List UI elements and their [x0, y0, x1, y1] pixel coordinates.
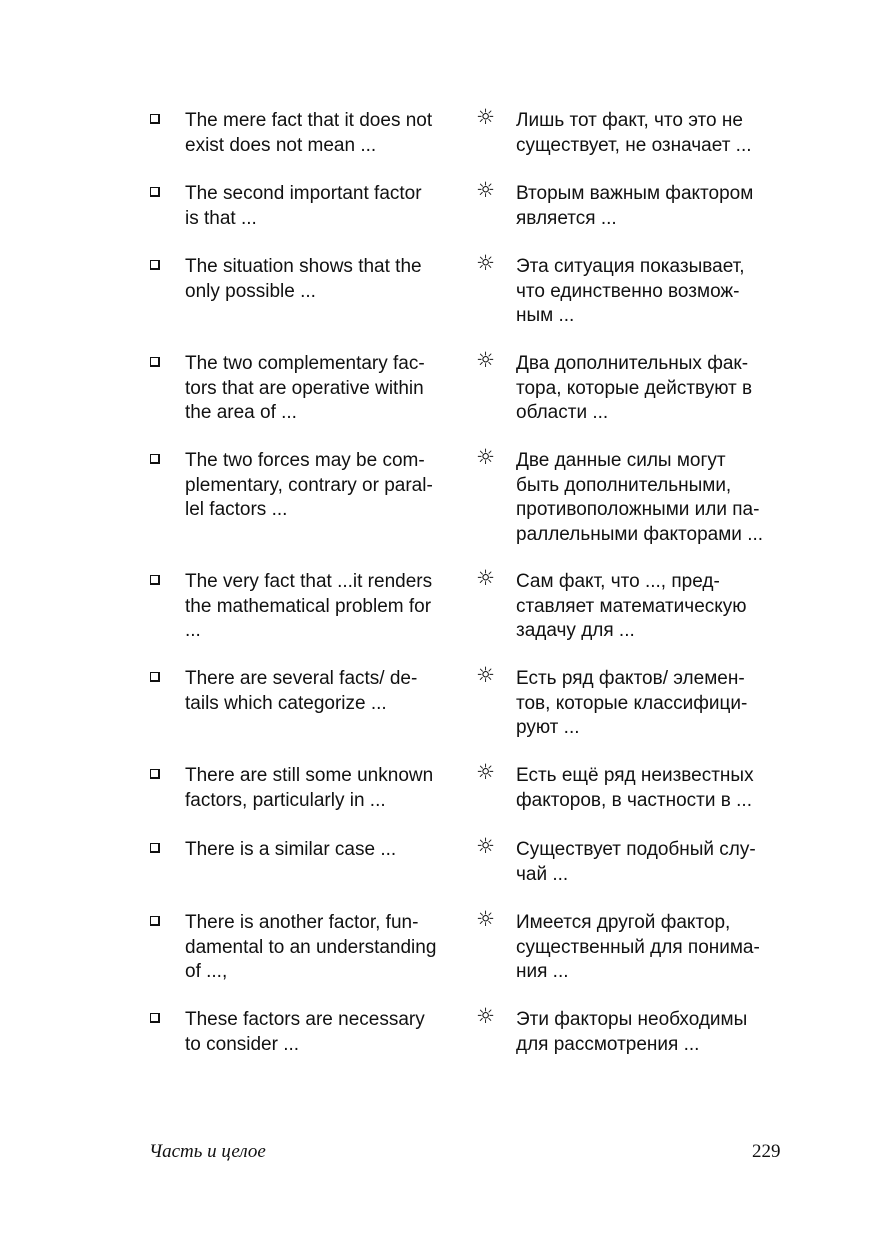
english-phrase-line: The two complementary fac-	[185, 353, 425, 374]
russian-phrase-line: Есть ещё ряд неизвестных	[516, 765, 754, 786]
running-footer-title: Часть и целое	[149, 1141, 266, 1162]
checkbox-square-icon	[150, 769, 160, 779]
english-phrase-line: lel factors ...	[185, 499, 288, 520]
english-phrase	[185, 911, 470, 985]
russian-phrase-line: тов, которые классифици-	[516, 692, 748, 714]
sun-star-icon: ☼	[476, 1004, 495, 1028]
english-phrase-line: the area of ...	[185, 402, 297, 423]
russian-phrase	[516, 109, 792, 158]
english-phrase-line: exist does not mean ...	[185, 134, 377, 156]
russian-phrase-line: противоположными или па-	[516, 499, 760, 520]
sun-star-icon: ☼	[476, 105, 495, 129]
english-phrase	[185, 667, 470, 716]
russian-phrase-line: чай ...	[516, 863, 569, 885]
sun-star-icon: ☼	[476, 251, 495, 275]
russian-phrase-line: Сам факт, что ..., пред-	[516, 571, 720, 592]
english-phrase-line: The mere fact that it does not	[185, 110, 433, 131]
english-phrase-line: the mathematical problem for	[185, 595, 432, 617]
russian-phrase	[516, 838, 792, 887]
russian-phrase	[516, 255, 792, 329]
sun-star-icon: ☼	[476, 834, 495, 858]
russian-phrase-line: существенный для понима-	[516, 936, 760, 958]
russian-phrase-line: тора, которые действуют в	[516, 377, 753, 399]
russian-phrase-line: Эта ситуация показывает,	[516, 256, 745, 277]
sun-star-icon: ☼	[476, 663, 495, 687]
english-phrase-line: to consider ...	[185, 1033, 300, 1055]
english-phrase-line: The two forces may be com-	[185, 450, 425, 471]
sun-star-icon: ☼	[476, 178, 495, 202]
sun-star-icon: ☼	[476, 760, 495, 784]
russian-phrase	[516, 570, 792, 644]
english-phrase	[185, 109, 470, 158]
english-phrase	[185, 255, 470, 304]
checkbox-square-icon	[150, 575, 160, 585]
checkbox-square-icon	[150, 357, 160, 367]
russian-phrase-line: раллельными факторами ...	[516, 523, 764, 545]
checkbox-square-icon	[150, 187, 160, 197]
russian-phrase-line: факторов, в частности в ...	[516, 789, 752, 811]
russian-phrase	[516, 764, 792, 813]
page-number: 229	[752, 1141, 781, 1162]
russian-phrase-line: области ...	[516, 402, 609, 423]
english-phrase-line: damental to an understanding	[185, 936, 437, 958]
russian-phrase-line: является ...	[516, 207, 617, 229]
english-phrase-line: ...	[185, 620, 201, 641]
english-phrase	[185, 764, 470, 813]
russian-phrase-line: быть дополнительными,	[516, 474, 732, 496]
sun-star-icon: ☼	[476, 566, 495, 590]
russian-phrase-line: ным ...	[516, 305, 575, 326]
russian-phrase	[516, 449, 792, 547]
sun-star-icon: ☼	[476, 445, 495, 469]
sun-star-icon: ☼	[476, 907, 495, 931]
russian-phrase-line: существует, не означает ...	[516, 134, 752, 156]
russian-phrase-line: задачу для ...	[516, 620, 635, 641]
russian-phrase-line: ставляет математическую	[516, 595, 747, 617]
checkbox-square-icon	[150, 843, 160, 853]
english-phrase-line: These factors are necessary	[185, 1009, 425, 1030]
english-phrase	[185, 570, 470, 644]
checkbox-square-icon	[150, 454, 160, 464]
checkbox-square-icon	[150, 916, 160, 926]
russian-phrase-line: Эти факторы необходимы	[516, 1009, 748, 1030]
english-phrase-line: The very fact that ...it renders	[185, 571, 433, 592]
english-phrase-line: is that ...	[185, 207, 257, 229]
english-phrase	[185, 352, 470, 426]
english-phrase-line: The situation shows that the	[185, 256, 422, 277]
english-phrase-line: factors, particularly in ...	[185, 789, 386, 811]
russian-phrase	[516, 182, 792, 231]
english-phrase	[185, 838, 470, 863]
english-phrase	[185, 449, 470, 523]
russian-phrase	[516, 1008, 792, 1057]
russian-phrase-line: Имеется другой фактор,	[516, 912, 731, 933]
english-phrase	[185, 1008, 470, 1057]
english-phrase-line: tails which categorize ...	[185, 692, 387, 714]
russian-phrase-line: руют ...	[516, 717, 580, 738]
russian-phrase-line: для рассмотрения ...	[516, 1033, 700, 1055]
sun-star-icon: ☼	[476, 348, 495, 372]
russian-phrase	[516, 352, 792, 426]
english-phrase-line: plementary, contrary or paral-	[185, 474, 433, 496]
russian-phrase-line: Лишь тот факт, что это не	[516, 110, 743, 131]
english-phrase-line: The second important factor	[185, 183, 422, 204]
russian-phrase-line: Существует подобный слу-	[516, 839, 756, 860]
english-phrase-line: There is a similar case ...	[185, 839, 397, 860]
russian-phrase-line: Вторым важным фактором	[516, 183, 754, 204]
english-phrase-line: There is another factor, fun-	[185, 912, 419, 933]
russian-phrase	[516, 667, 792, 741]
checkbox-square-icon	[150, 1013, 160, 1023]
checkbox-square-icon	[150, 114, 160, 124]
checkbox-square-icon	[150, 260, 160, 270]
russian-phrase-line: Две данные силы могут	[516, 450, 726, 471]
russian-phrase-line: что единственно возмож-	[516, 280, 740, 302]
russian-phrase-line: Два дополнительных фак-	[516, 353, 749, 374]
russian-phrase-line: Есть ряд фактов/ элемен-	[516, 668, 745, 689]
english-phrase-line: There are several facts/ de-	[185, 668, 418, 689]
english-phrase	[185, 182, 470, 231]
english-phrase-line: only possible ...	[185, 280, 316, 302]
russian-phrase-line: ния ...	[516, 961, 569, 982]
english-phrase-line: tors that are operative within	[185, 377, 424, 399]
english-phrase-line: There are still some unknown	[185, 765, 434, 786]
english-phrase-line: of ...,	[185, 961, 228, 982]
russian-phrase	[516, 911, 792, 985]
checkbox-square-icon	[150, 672, 160, 682]
